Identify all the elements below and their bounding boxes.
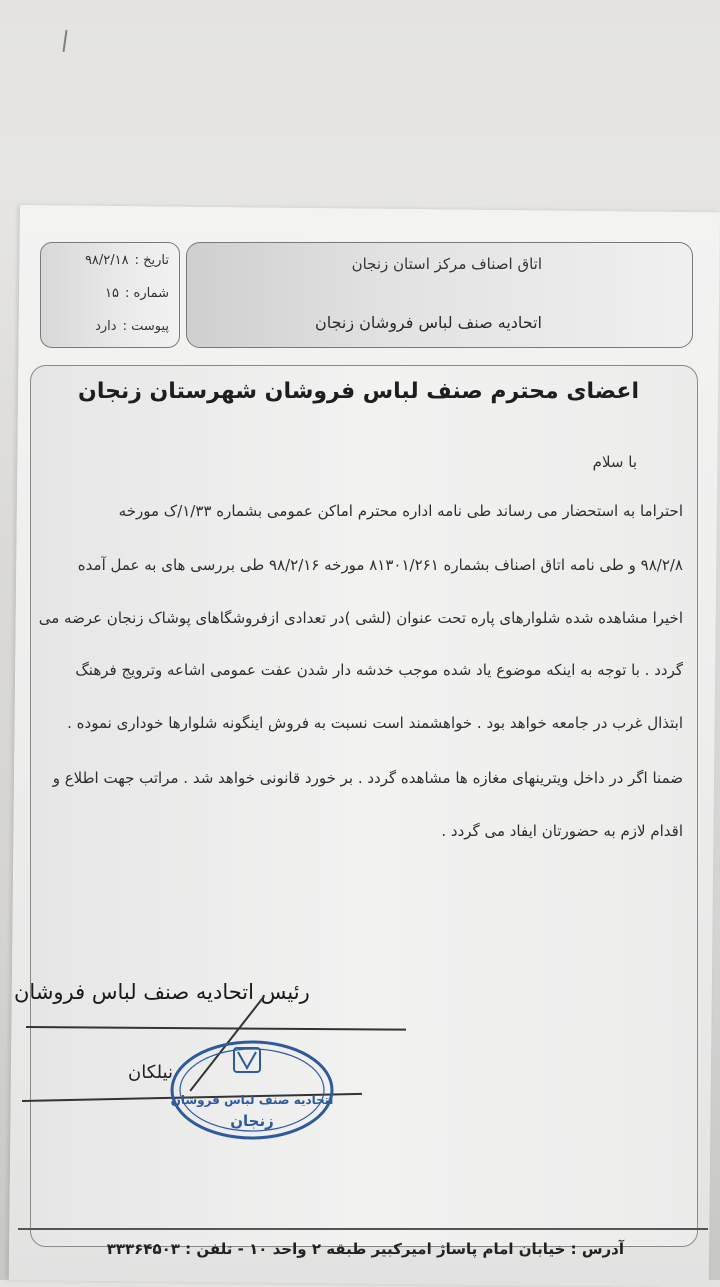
letter-line-6: ضمنا اگر در داخل ویترینهای مغازه ها مشاهده گردد . بر خورد قانونی خواهد شد . مراتب جهت اطلاع و bbox=[52, 769, 683, 787]
number-line bbox=[105, 286, 169, 301]
footer-divider bbox=[18, 1228, 708, 1230]
date-line bbox=[85, 253, 169, 268]
letter-title: اعضای محترم صنف لباس فروشان شهرستان زنجان bbox=[78, 379, 639, 404]
attachment-line bbox=[95, 319, 169, 334]
union-seal bbox=[168, 1038, 336, 1142]
seal-city-text: زنجان bbox=[230, 1112, 274, 1130]
letter-line-7: اقدام لازم به حضورتان ایفاد می گردد . bbox=[441, 822, 683, 840]
number-label: شماره : bbox=[125, 286, 169, 301]
letter-body-box bbox=[30, 365, 698, 1247]
letter-line-4: گردد . با توجه به اینکه موضوع یاد شده موجب خدشه دار شدن عفت عمومی اشاعه وترویج فرهنگ bbox=[75, 661, 683, 679]
attachment-value: دارد bbox=[95, 319, 117, 334]
letter-line-1: احتراما به استحضار می رساند طی نامه اداره محترم اماکن عمومی بشماره ۱/۳۳/ک مورخه bbox=[118, 502, 683, 520]
number-value: ۱۵ bbox=[105, 286, 120, 301]
union-name: اتحادیه صنف لباس فروشان زنجان bbox=[314, 313, 542, 332]
letterhead bbox=[186, 242, 693, 348]
signatory-role: رئیس اتحادیه صنف لباس فروشان bbox=[14, 980, 310, 1004]
background-mark bbox=[62, 30, 67, 52]
letter-line-3: اخیرا مشاهده شده شلوارهای پاره تحت عنوان (لشی )در تعدادی ازفروشگاهای پوشاک زنجان عرضه می bbox=[38, 609, 683, 627]
chamber-name: اتاق اصناف مرکز استان زنجان bbox=[351, 255, 542, 273]
greeting: با سلام bbox=[592, 453, 637, 471]
letter-meta-box bbox=[40, 242, 180, 348]
letter-line-2: ۹۸/۲/۸ و طی نامه اتاق اصناف بشماره ۸۱۳۰۱/۲۶۱ مورخه ۹۸/۲/۱۶ طی بررسی های به عمل آمده bbox=[77, 556, 683, 574]
date-label: تاریخ : bbox=[134, 253, 169, 268]
seal-ring-text: اتحادیه صنف لباس فروشان bbox=[170, 1093, 334, 1107]
attachment-label: پیوست : bbox=[122, 319, 169, 334]
letter-line-5: ابتذال غرب در جامعه خواهد بود . خواهشمند است نسبت به فروش اینگونه شلوارها خوداری نموده . bbox=[67, 714, 683, 732]
footer-address: آدرس : خیابان امام پاساژ امیرکبیر طبقه ۲ واحد ۱۰ - تلفن : ۳۳۳۶۴۵۰۳ bbox=[106, 1240, 624, 1258]
date-value: ۹۸/۲/۱۸ bbox=[84, 253, 129, 268]
signatory-name: نیلکان bbox=[128, 1062, 174, 1083]
